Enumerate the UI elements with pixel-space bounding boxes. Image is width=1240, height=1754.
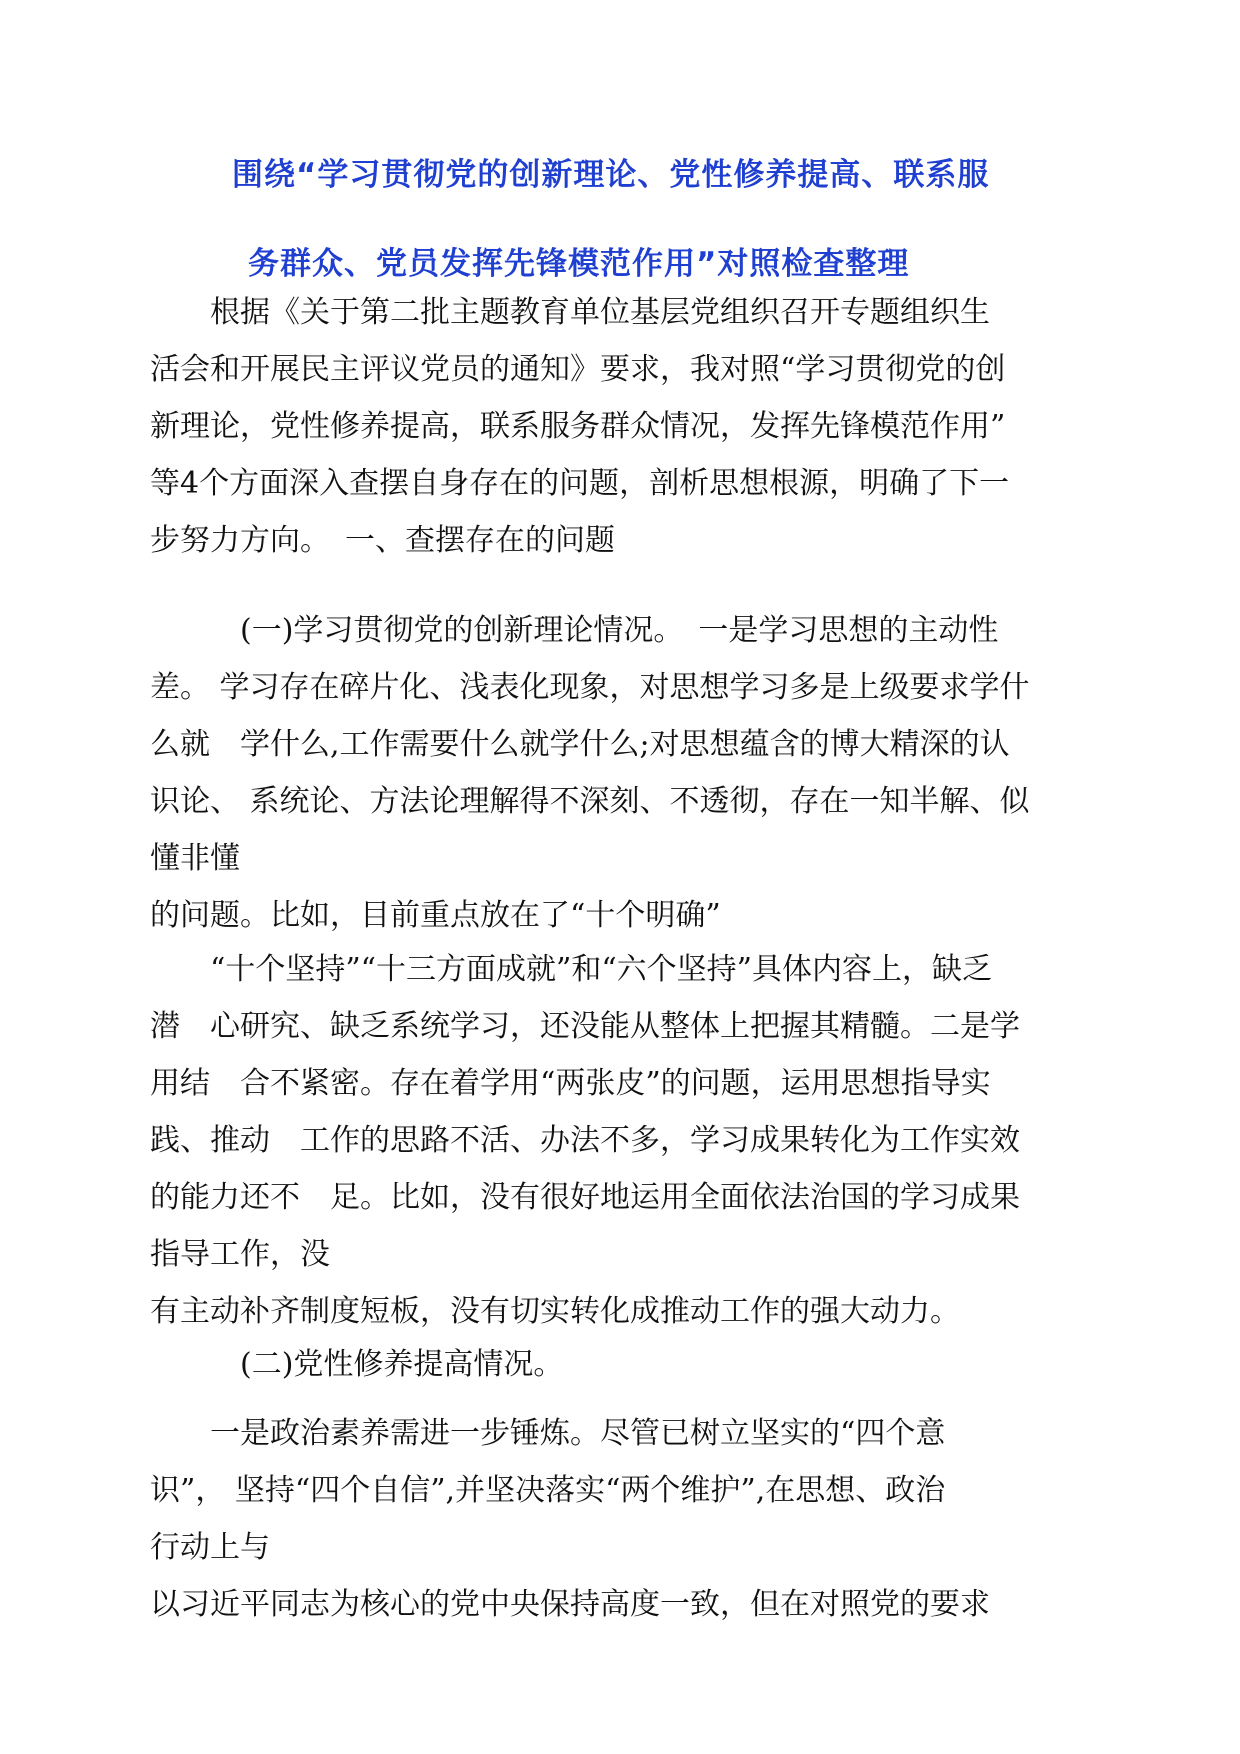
- paragraph-section-2-body: [150, 1405, 1110, 1633]
- text-line: 活会和开展民主评议党员的通知》要求，我对照“学习贯彻党的创: [150, 352, 1006, 387]
- paragraph-section-2-heading: [150, 1336, 1110, 1393]
- paragraph-continuation: [150, 941, 1110, 1340]
- text-line: 懂非懂: [150, 841, 240, 876]
- document-title-line-2: 务群众、党员发挥先锋模范作用”对照检查整理: [248, 246, 910, 282]
- paragraph-intro: [150, 284, 1110, 569]
- text-line: 识”， 坚持“四个自信”,并坚决落实“两个维护”,在思想、政治: [150, 1473, 946, 1508]
- text-line: 以习近平同志为核心的党中央保持高度一致，但在对照党的要求: [150, 1587, 990, 1622]
- text-line: 识论、 系统论、方法论理解得不深刻、不透彻，存在一知半解、似: [150, 784, 1030, 819]
- text-line: 差。 学习存在碎片化、浅表化现象，对思想学习多是上级要求学什: [150, 670, 1030, 705]
- text-line: 么就 学什么,工作需要什么就学什么;对思想蕴含的博大精深的认: [150, 727, 1010, 762]
- text-line: 践、推动 工作的思路不活、办法不多，学习成果转化为工作实效: [150, 1123, 1020, 1158]
- text-line: “十个坚持”“十三方面成就”和“六个坚持”具体内容上，缺乏: [150, 952, 993, 987]
- text-line: 行动上与: [150, 1530, 270, 1565]
- text-line: 根据《关于第二批主题教育单位基层党组织召开专题组织生: [150, 295, 990, 330]
- text-line: 的问题。比如，目前重点放在了“十个明确”: [150, 898, 721, 933]
- text-line: 一是政治素养需进一步锤炼。尽管已树立坚实的“四个意: [150, 1416, 946, 1451]
- paragraph-section-1: [150, 602, 1110, 944]
- text-line: (一)学习贯彻党的创新理论情况。 一是学习思想的主动性: [150, 613, 999, 648]
- text-line: 步努力方向。 一、查摆存在的问题: [150, 523, 615, 558]
- text-line: 有主动补齐制度短板，没有切实转化成推动工作的强大动力。: [150, 1294, 960, 1329]
- text-line: 指导工作，没: [150, 1237, 330, 1272]
- text-line: 的能力还不 足。比如，没有很好地运用全面依法治国的学习成果: [150, 1180, 1020, 1215]
- text-line: 用结 合不紧密。存在着学用“两张皮”的问题，运用思想指导实: [150, 1066, 991, 1101]
- document-title-line-1: 围绕“学习贯彻党的创新理论、党性修养提高、联系服: [232, 157, 990, 193]
- text-line: 潜 心研究、缺乏系统学习，还没能从整体上把握其精髓。二是学: [150, 1009, 1020, 1044]
- text-line: 等4个方面深入查摆自身存在的问题，剖析思想根源，明确了下一: [150, 466, 1010, 501]
- text-line: 新理论，党性修养提高，联系服务群众情况，发挥先锋模范作用”: [150, 409, 1006, 444]
- text-line: (二)党性修养提高情况。: [150, 1347, 564, 1382]
